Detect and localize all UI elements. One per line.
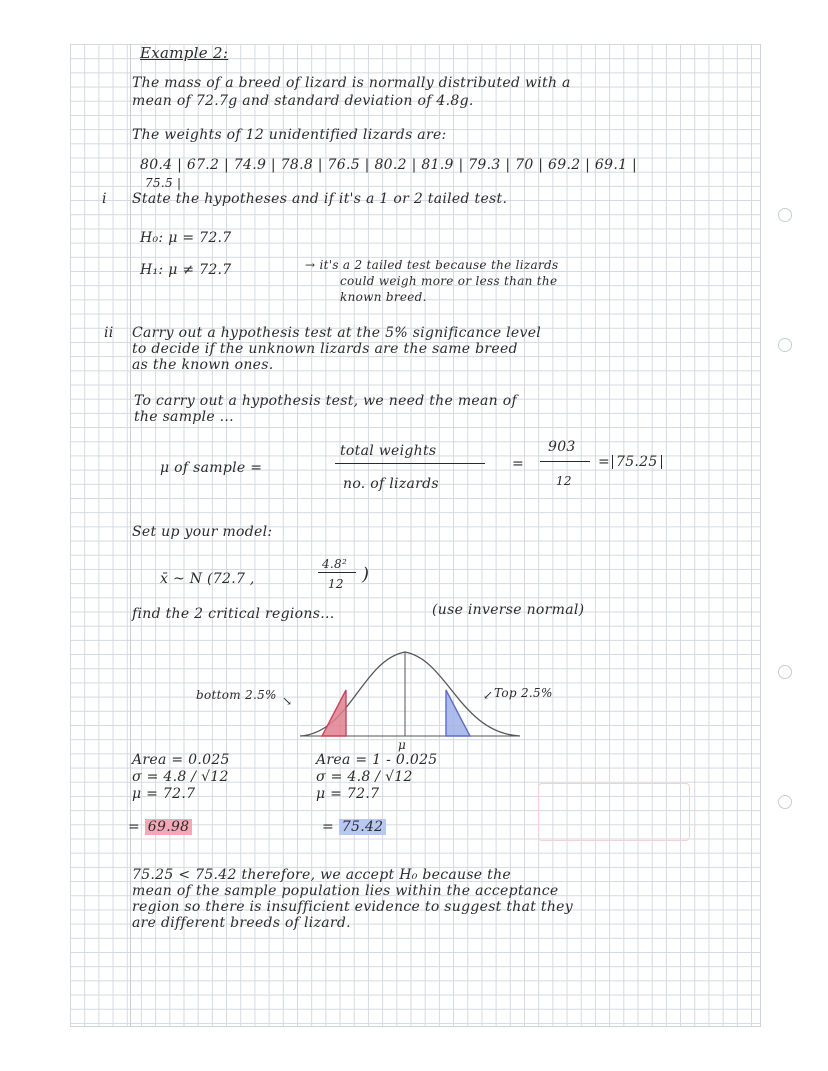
left-sigma: σ = 4.8 / √12 xyxy=(132,769,229,785)
equals-sign-2: = xyxy=(598,454,611,470)
right-area: Area = 1 - 0.025 xyxy=(316,752,438,768)
left-area: Area = 0.025 xyxy=(132,752,230,768)
part-i-numeral: i xyxy=(102,191,107,207)
fraction-bar xyxy=(335,463,485,464)
intro-line-3: The weights of 12 unidentified lizards are: xyxy=(132,127,447,143)
part-ii-numeral: ii xyxy=(104,325,114,341)
punch-hole xyxy=(778,208,792,222)
bottom-arrow-icon: ↘ xyxy=(282,694,293,708)
conclusion-line-4: are different breeds of lizard. xyxy=(132,915,351,931)
alt-hypothesis: H₁: μ ≠ 72.7 xyxy=(140,262,232,278)
model-variance-denominator: 12 xyxy=(328,577,344,591)
model-close-paren: ) xyxy=(362,564,370,585)
conclusion-line-3: region so there is insufficient evidence to suggest that they xyxy=(132,899,573,915)
punch-hole xyxy=(778,795,792,809)
part-ii-question-2: to decide if the unknown lizards are the same breed xyxy=(132,341,518,357)
weights-line-2: 75.5 | xyxy=(145,176,182,190)
example-title: Example 2: xyxy=(140,44,229,62)
inverse-normal-note: (use inverse normal) xyxy=(432,602,585,618)
part-ii-question-3: as the known ones. xyxy=(132,357,274,373)
sample-mean-need-1: To carry out a hypothesis test, we need the mean of xyxy=(134,393,517,409)
intro-line-1: The mass of a breed of lizard is normally distributed with a xyxy=(132,75,571,91)
punch-hole xyxy=(778,665,792,679)
sample-mean-result: 75.25 xyxy=(612,455,662,469)
part-ii-question-1: Carry out a hypothesis test at the 5% significance level xyxy=(132,325,542,341)
right-sigma: σ = 4.8 / √12 xyxy=(316,769,413,785)
top-arrow-icon: ↙ xyxy=(483,688,494,702)
fraction-denominator: no. of lizards xyxy=(343,476,439,492)
equals-sign: = xyxy=(512,456,525,472)
margin-line xyxy=(130,44,131,1026)
conclusion-line-2: mean of the sample population lies within the acceptance xyxy=(132,883,559,899)
value-fraction-bar xyxy=(540,461,590,462)
lower-critical-value-text: 69.98 xyxy=(145,819,193,835)
critical-regions-label: find the 2 critical regions... xyxy=(132,606,335,622)
upper-critical-value-text: 75.42 xyxy=(339,819,387,835)
right-mu: μ = 72.7 xyxy=(316,786,380,802)
tail-reason-3: known breed. xyxy=(340,290,427,304)
fraction-numerator: total weights xyxy=(340,443,437,459)
punch-hole xyxy=(778,338,792,352)
model-label: Set up your model: xyxy=(132,524,273,540)
sample-mean-need-2: the sample ... xyxy=(134,409,234,425)
part-i-question: State the hypotheses and if it's a 1 or 2 tailed test. xyxy=(132,191,508,207)
left-mu: μ = 72.7 xyxy=(132,786,196,802)
intro-line-2: mean of 72.7g and standard deviation of 4.8g. xyxy=(132,93,474,109)
model-distribution: x̄ ~ N (72.7 , xyxy=(160,571,255,587)
tail-reason-2: could weigh more or less than the xyxy=(340,274,558,288)
conclusion-line-1: 75.25 < 75.42 therefore, we accept H₀ because the xyxy=(132,867,511,883)
weights-line-1: 80.4 | 67.2 | 74.9 | 78.8 | 76.5 | 80.2 | 81.9 | 79.3 | 70 | 69.2 | 69.1 | xyxy=(140,157,638,173)
model-variance-numerator: 4.8² xyxy=(322,557,348,571)
top-tail-label: Top 2.5% xyxy=(494,686,553,700)
lower-critical-value: = 69.98 xyxy=(128,820,192,834)
upper-critical-value: = 75.42 xyxy=(322,820,386,834)
model-fraction-bar xyxy=(318,572,356,573)
tail-reason-1: → it's a 2 tailed test because the lizards xyxy=(305,258,559,272)
count-value: 12 xyxy=(556,474,572,488)
mean-symbol: μ xyxy=(398,738,407,752)
faint-box xyxy=(538,783,690,841)
sample-mean-label: μ of sample = xyxy=(160,460,263,476)
total-weight-value: 903 xyxy=(548,439,576,455)
bottom-tail-label: bottom 2.5% xyxy=(196,688,277,702)
null-hypothesis: H₀: μ = 72.7 xyxy=(140,230,232,246)
